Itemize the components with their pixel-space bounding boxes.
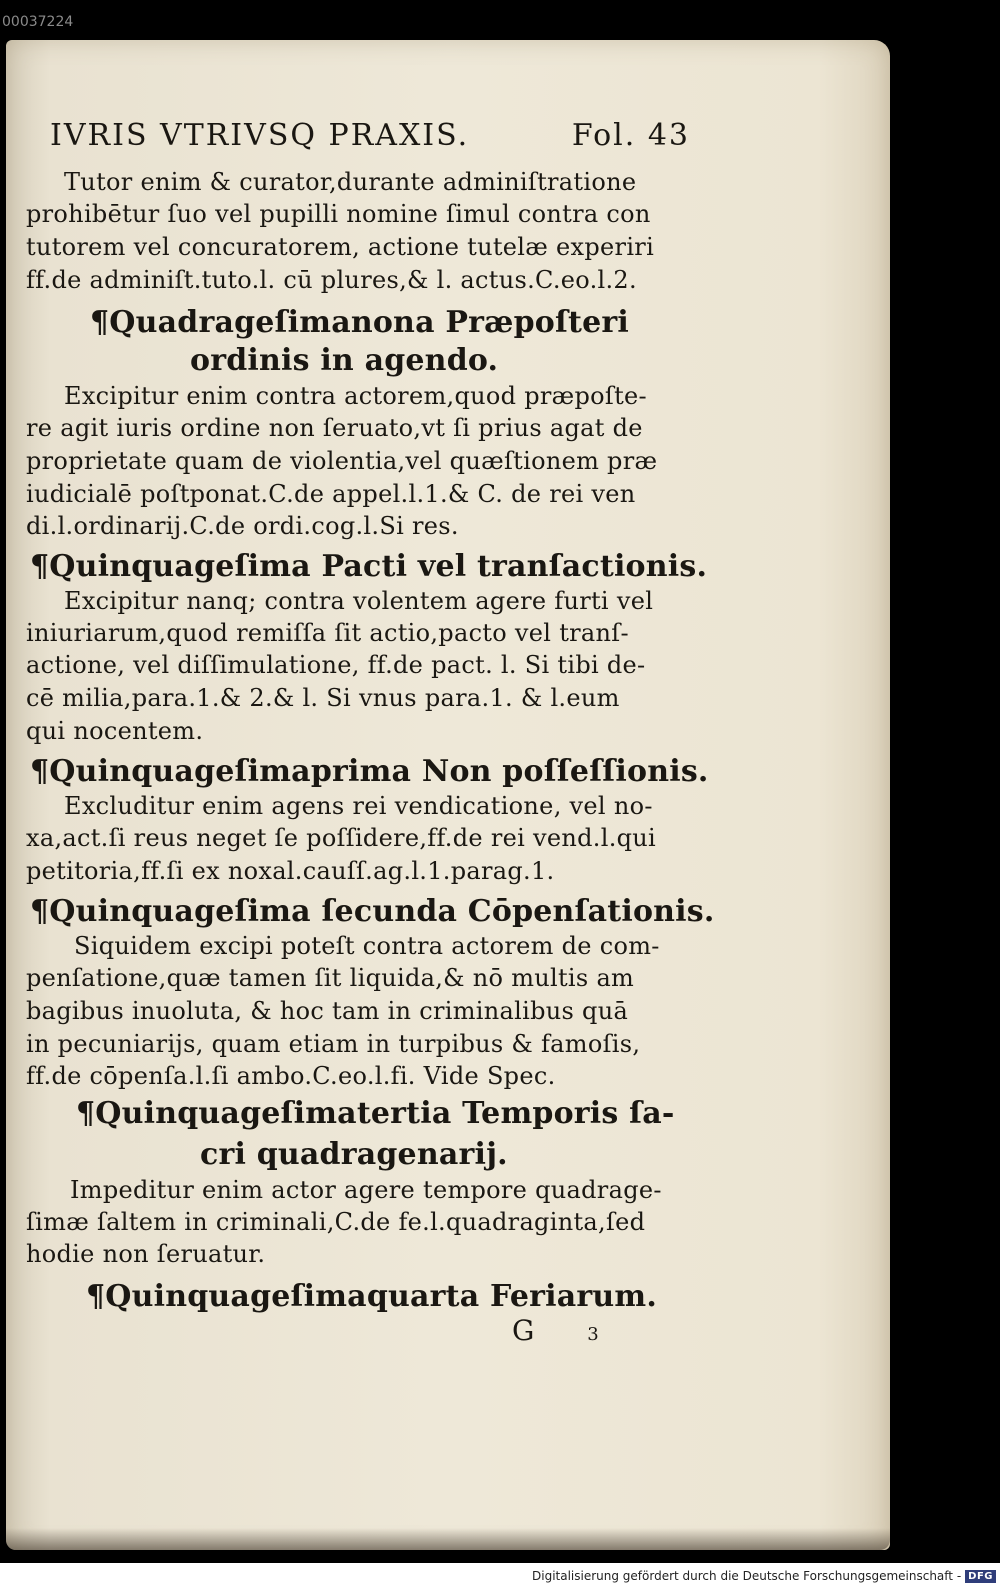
scan-id: 00037224 bbox=[2, 14, 74, 30]
body-text-line: ſimæ ſaltem in criminali,C.de fe.l.quadraginta,ſed bbox=[26, 1208, 646, 1236]
body-text-line: xa,act.ſi reus neget ſe poſſidere,ff.de rei vend.l.qui bbox=[26, 824, 657, 852]
body-text-line: ff.de adminiſt.tuto.l. cū plures,& l. actus.C.eo.l.2. bbox=[26, 266, 637, 294]
body-text-line: Excluditur enim agens rei vendicatione, vel no- bbox=[64, 792, 653, 820]
funding-credit: Digitalisierung gefördert durch die Deutsche Forschungsgemeinschaft - bbox=[532, 1569, 962, 1583]
body-text-line: di.l.ordinarij.C.de ordi.cog.l.Si res. bbox=[26, 512, 459, 540]
section-heading-line: ¶Quinquageſimatertia Temporis ſa- bbox=[76, 1096, 675, 1131]
body-text-line: bagibus inuoluta, & hoc tam in criminalibus quā bbox=[26, 997, 629, 1025]
body-text-line: Tutor enim & curator,durante adminiſtratione bbox=[64, 168, 637, 196]
body-text-line: proprietate quam de violentia,vel quæſtionem præ bbox=[26, 447, 658, 475]
body-text-line: Siquidem excipi poteſt contra actorem de com- bbox=[74, 932, 660, 960]
body-text-line: ff.de cōpenſa.l.ſi ambo.C.eo.l.fi. Vide Spec. bbox=[26, 1062, 556, 1090]
folio-number: Fol. 43 bbox=[571, 118, 690, 153]
body-text-line: Impeditur enim actor agere tempore quadrage- bbox=[70, 1176, 662, 1204]
body-text-line: penſatione,quæ tamen ſit liquida,& nō multis am bbox=[26, 964, 635, 992]
body-text-line: in pecuniarijs, quam etiam in turpibus & famoſis, bbox=[26, 1030, 641, 1058]
body-text-line: iudicialē poſtponat.C.de appel.l.1.& C. de rei ven bbox=[26, 480, 636, 508]
body-text-line: re agit iuris ordine non ſeruato,vt ſi prius agat de bbox=[26, 414, 643, 442]
body-text-line: tutorem vel concuratorem, actione tutelæ experiri bbox=[26, 233, 655, 261]
body-text-line: petitoria,ff.ſi ex noxal.cauſſ.ag.l.1.parag.1. bbox=[26, 857, 555, 885]
section-heading-line: ¶Quinquageſima Pacti vel tranſactionis. bbox=[30, 549, 708, 584]
body-text-line: iniuriarum,quod remiſſa ſit actio,pacto vel tranſ- bbox=[26, 619, 629, 647]
body-text-line: qui nocentem. bbox=[26, 717, 204, 745]
signature-number: 3 bbox=[587, 1324, 599, 1345]
body-text-line: hodie non ſeruatur. bbox=[26, 1240, 266, 1268]
running-header bbox=[50, 118, 690, 153]
signature-letter: G bbox=[512, 1314, 535, 1347]
body-text-line: Excipitur nanq; contra volentem agere furti vel bbox=[64, 587, 654, 615]
section-heading-line: ¶Quinquageſimaquarta Feriarum. bbox=[86, 1279, 657, 1314]
section-heading-line: cri quadragenarij. bbox=[200, 1137, 508, 1172]
body-text-line: actione, vel diſſimulatione, ff.de pact. l. Si tibi de- bbox=[26, 651, 646, 679]
section-heading-line: ¶Quinquageſima ſecunda Cōpenſationis. bbox=[30, 894, 715, 929]
body-text-line: Excipitur enim contra actorem,quod præpoſte- bbox=[64, 382, 647, 410]
section-heading-line: ¶Quadrageſimanona Præpoſteri bbox=[90, 305, 630, 340]
body-text-line: prohibētur ſuo vel pupilli nomine ſimul contra con bbox=[26, 200, 651, 228]
footer-bar bbox=[0, 1563, 1000, 1589]
section-heading-line: ¶Quinquageſimaprima Non poſſeſſionis. bbox=[30, 754, 709, 789]
section-heading-line: ordinis in agendo. bbox=[190, 343, 499, 378]
dfg-logo: DFG bbox=[965, 1570, 996, 1583]
signature-mark bbox=[512, 1314, 599, 1347]
body-text-line: cē milia,para.1.& 2.& l. Si vnus para.1. & l.eum bbox=[26, 684, 620, 712]
running-title: IVRIS VTRIVSQ PRAXIS. bbox=[50, 118, 470, 153]
